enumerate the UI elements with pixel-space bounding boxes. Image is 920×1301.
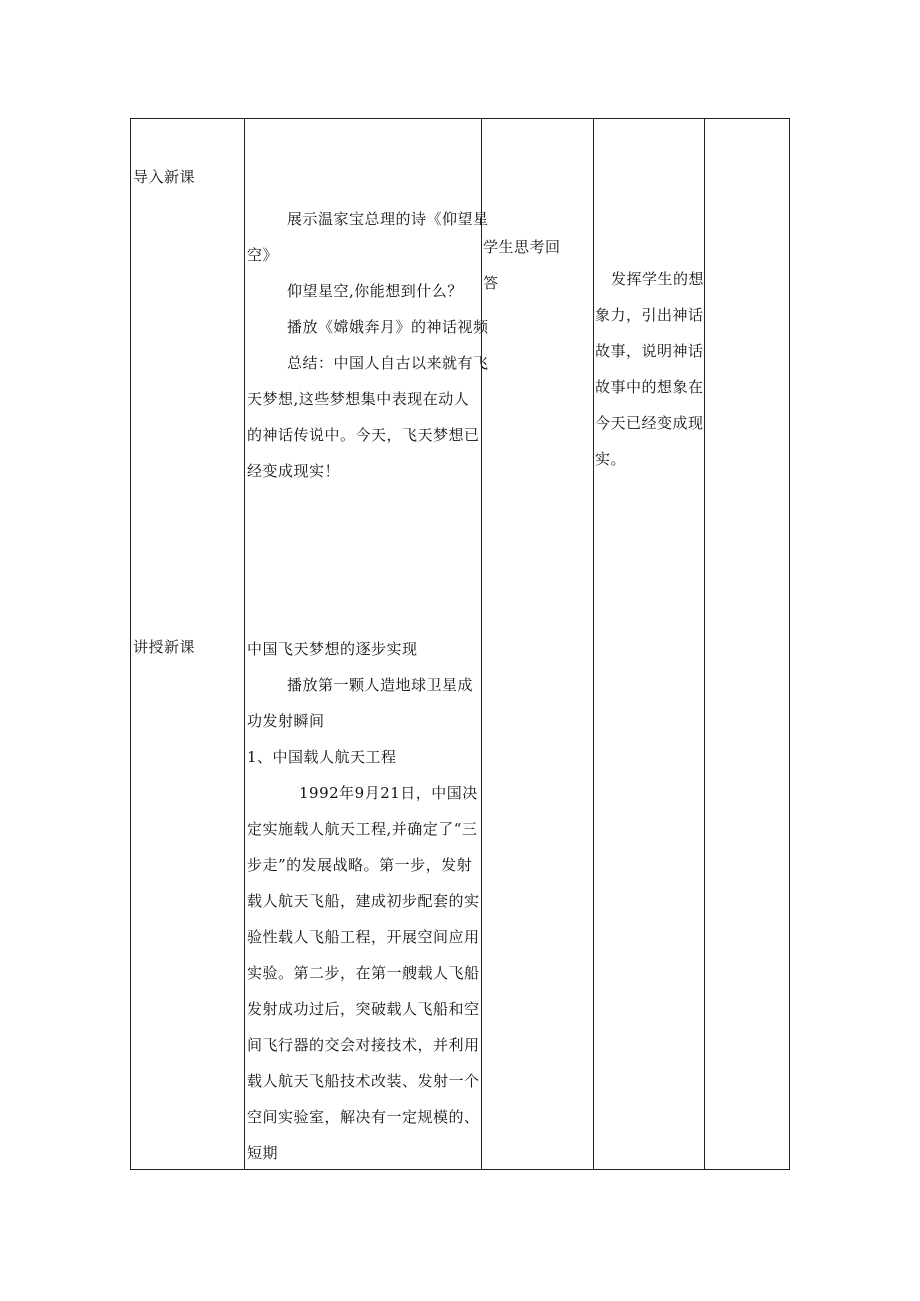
teacher-line: 验性载人飞船工程，开展空间应用 [247, 928, 480, 946]
teacher-line: 功发射瞬间 [247, 712, 325, 730]
column-divider [244, 119, 245, 1169]
student-line: 答 [483, 274, 499, 292]
teacher-activity-cell [247, 201, 489, 489]
teacher-line: 定实施载人航天工程,并确定了“三 [247, 820, 478, 838]
intent-line: 故事中的想象在 [595, 378, 704, 396]
column-divider [481, 119, 482, 1169]
teacher-line: 播放第一颗人造地球卫星成 [287, 676, 474, 694]
teacher-line: 载人航天飞船技术改装、发射一个 [247, 1072, 480, 1090]
intent-line: 实。 [595, 450, 627, 468]
teacher-line: 天梦想,这些梦想集中表现在动人 [247, 390, 470, 408]
design-intent-cell [595, 261, 703, 477]
student-activity-cell [483, 229, 591, 301]
teacher-line: 步走”的发展战略。第一步，发射 [247, 856, 473, 874]
teacher-line: 播放《嫦娥奔月》的神话视频 [287, 318, 489, 336]
column-divider [593, 119, 594, 1169]
teacher-line: 总结：中国人自古以来就有飞 [287, 354, 489, 372]
teacher-line: 载人航天飞船，建成初步配套的实 [247, 892, 480, 910]
teacher-line: 的神话传说中。今天，飞天梦想已 [247, 426, 480, 444]
lesson-plan-table [130, 118, 790, 1170]
intent-line: 象力，引出神话 [595, 306, 704, 324]
teacher-line: 展示温家宝总理的诗《仰望星 [287, 210, 489, 228]
stage-cell [133, 629, 195, 665]
teacher-line: 仰望星空,你能想到什么？ [287, 282, 463, 300]
stage-label: 导入新课 [133, 168, 196, 186]
teacher-line: 1、中国载人航天工程 [247, 748, 397, 766]
teacher-line: 空间实验室，解决有一定规模的、 [247, 1108, 480, 1126]
teacher-line: 中国飞天梦想的逐步实现 [247, 640, 418, 658]
teacher-line: 空》 [247, 246, 279, 264]
teacher-line: 间飞行器的交会对接技术，并利用 [247, 1036, 480, 1054]
intent-line: 今天已经变成现 [595, 414, 704, 432]
column-divider [704, 119, 705, 1169]
teacher-line: 发射成功过后，突破载人飞船和空 [247, 1000, 480, 1018]
student-line: 学生思考回 [483, 238, 561, 256]
intent-line: 故事，说明神话 [595, 342, 704, 360]
stage-label: 讲授新课 [133, 638, 196, 656]
stage-cell [133, 159, 195, 195]
intent-line: 发挥学生的想 [611, 270, 705, 288]
teacher-line: 1992年9月21日，中国决 [299, 784, 478, 802]
teacher-line: 实验。第二步，在第一艘载人飞船 [247, 964, 480, 982]
teacher-activity-cell [247, 631, 481, 1171]
teacher-line: 经变成现实！ [247, 462, 341, 480]
teacher-line: 短期 [247, 1144, 279, 1162]
